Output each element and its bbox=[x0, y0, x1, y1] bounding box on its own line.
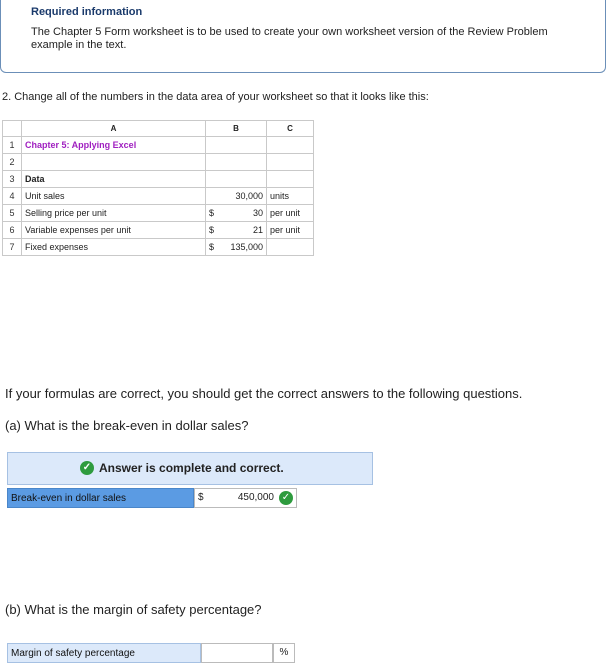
cell-b6-value: 21 bbox=[252, 225, 263, 235]
questions-intro: If your formulas are correct, you should get the correct answers to the following questions. bbox=[5, 386, 523, 401]
answer-a-value: 450,000 bbox=[237, 492, 274, 503]
check-circle-icon: ✓ bbox=[80, 461, 94, 475]
cell-a7: Fixed expenses bbox=[22, 239, 206, 256]
margin-of-safety-input[interactable] bbox=[201, 643, 273, 663]
cell-b5-value: 30 bbox=[252, 208, 263, 218]
column-header-c: C bbox=[267, 121, 314, 137]
row-number: 4 bbox=[3, 188, 22, 205]
info-text: The Chapter 5 Form worksheet is to be used to create your own worksheet version of the Review Problem example in the text. bbox=[31, 26, 548, 51]
cell-b5-symbol: $ bbox=[209, 208, 215, 218]
row-number: 6 bbox=[3, 222, 22, 239]
question-b: (b) What is the margin of safety percentage? bbox=[5, 602, 262, 617]
cell-a3: Data bbox=[22, 171, 206, 188]
cell-a4: Unit sales bbox=[22, 188, 206, 205]
cell-b7 bbox=[206, 239, 267, 256]
sheet-row bbox=[3, 137, 314, 154]
sheet-row bbox=[3, 205, 314, 222]
cell-b7-symbol: $ bbox=[209, 242, 215, 252]
break-even-input[interactable] bbox=[194, 488, 297, 508]
cell-b5 bbox=[206, 205, 267, 222]
cell-c1 bbox=[267, 137, 314, 154]
answer-b-unit: % bbox=[273, 643, 295, 663]
cell-c5: per unit bbox=[267, 205, 314, 222]
sheet-row bbox=[3, 171, 314, 188]
worksheet-table bbox=[2, 120, 314, 256]
cell-c7 bbox=[267, 239, 314, 256]
cell-b4 bbox=[206, 188, 267, 205]
row-number: 5 bbox=[3, 205, 22, 222]
answer-status-banner bbox=[7, 452, 373, 485]
row-number: 7 bbox=[3, 239, 22, 256]
cell-b4-value: 30,000 bbox=[235, 191, 263, 201]
cell-b3 bbox=[206, 171, 267, 188]
answer-row-a bbox=[7, 488, 297, 508]
question-a: (a) What is the break-even in dollar sales? bbox=[5, 418, 249, 433]
required-information-panel bbox=[0, 0, 606, 73]
cell-c4: units bbox=[267, 188, 314, 205]
answer-b-label: Margin of safety percentage bbox=[7, 643, 201, 663]
cell-a1: Chapter 5: Applying Excel bbox=[22, 137, 206, 154]
column-header-b: B bbox=[206, 121, 267, 137]
row-number: 1 bbox=[3, 137, 22, 154]
answer-a-symbol: $ bbox=[198, 492, 204, 503]
answer-a-label: Break-even in dollar sales bbox=[7, 488, 194, 508]
cell-c2 bbox=[267, 154, 314, 171]
cell-b7-value: 135,000 bbox=[230, 242, 263, 252]
cell-b6 bbox=[206, 222, 267, 239]
answer-row-b bbox=[7, 643, 295, 663]
sheet-row bbox=[3, 188, 314, 205]
cell-a6: Variable expenses per unit bbox=[22, 222, 206, 239]
cell-a5: Selling price per unit bbox=[22, 205, 206, 222]
row-number: 2 bbox=[3, 154, 22, 171]
cell-a2 bbox=[22, 154, 206, 171]
info-title: Required information bbox=[31, 6, 143, 18]
cell-b1 bbox=[206, 137, 267, 154]
column-header-row bbox=[3, 121, 314, 137]
column-header-a: A bbox=[22, 121, 206, 137]
cell-b2 bbox=[206, 154, 267, 171]
corner-cell bbox=[3, 121, 22, 137]
step-instruction: 2. Change all of the numbers in the data area of your worksheet so that it looks like this: bbox=[2, 91, 429, 103]
sheet-row bbox=[3, 154, 314, 171]
row-number: 3 bbox=[3, 171, 22, 188]
sheet-row bbox=[3, 222, 314, 239]
check-circle-icon: ✓ bbox=[279, 491, 293, 505]
cell-c3 bbox=[267, 171, 314, 188]
cell-c6: per unit bbox=[267, 222, 314, 239]
cell-b6-symbol: $ bbox=[209, 225, 215, 235]
sheet-row bbox=[3, 239, 314, 256]
answer-status-text: Answer is complete and correct. bbox=[99, 461, 284, 475]
